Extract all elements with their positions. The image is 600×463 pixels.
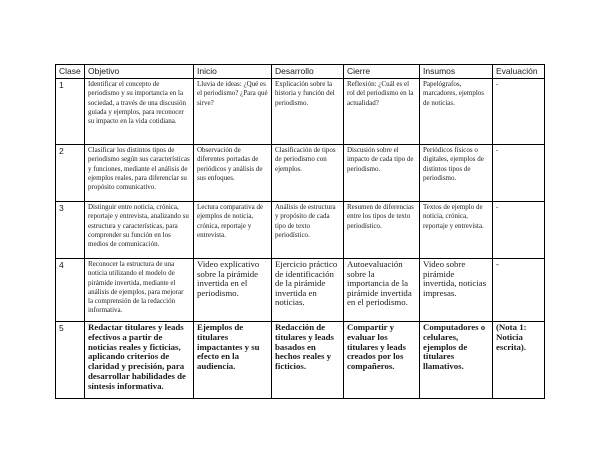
header-cierre: Cierre (344, 65, 420, 79)
table-row (56, 322, 545, 399)
header-desarrollo: Desarrollo (272, 65, 344, 79)
table-row (56, 259, 545, 322)
cell-objetivo: Clasificar los distintos tipos de periodismo según sus características y funciones, mediante el análisis de ejemplos reales, para diferenciar su propósito comunicativo. (85, 145, 194, 202)
cell-desarrollo: Redacción de titulares y leads basados en hechos reales y ficticios. (272, 322, 344, 399)
cell-evaluacion: - (493, 202, 545, 259)
cell-desarrollo: Ejercicio práctico de identificación de la pirámide invertida en noticias. (272, 259, 344, 322)
cell-insumos: Video sobre pirámide invertida, noticias impresas. (420, 259, 493, 322)
cell-cierre: Discusión sobre el impacto de cada tipo de periodismo. (344, 145, 420, 202)
cell-clase: 4 (56, 259, 85, 322)
header-inicio: Inicio (194, 65, 272, 79)
cell-inicio: Video explicativo sobre la pirámide invertida en el periodismo. (194, 259, 272, 322)
cell-evaluacion: - (493, 259, 545, 322)
cell-insumos: Computadores o celulares, ejemplos de titulares llamativos. (420, 322, 493, 399)
cell-evaluacion: - (493, 145, 545, 202)
header-objetivo: Objetivo (85, 65, 194, 79)
cell-inicio: Lectura comparativa de ejemplos de noticia, crónica, reportaje y entrevista. (194, 202, 272, 259)
cell-objetivo: Redactar titulares y leads efectivos a partir de noticias reales y ficticias, aplicando criterios de claridad y precisión, para desarrollar habilidades de síntesis informativa. (85, 322, 194, 399)
table-row (56, 145, 545, 202)
cell-clase: 2 (56, 145, 85, 202)
cell-evaluacion: - (493, 79, 545, 145)
cell-inicio: Lluvia de ideas: ¿Qué es el periodismo? ¿Para qué sirve? (194, 79, 272, 145)
cell-insumos: Textos de ejemplo de noticia, crónica, reportaje y entrevista. (420, 202, 493, 259)
cell-desarrollo: Análisis de estructura y propósito de cada tipo de texto periodístico. (272, 202, 344, 259)
cell-inicio: Ejemplos de titulares impactantes y su efecto en la audiencia. (194, 322, 272, 399)
header-evaluacion: Evaluación (493, 65, 545, 79)
cell-objetivo: Distinguir entre noticia, crónica, reportaje y entrevista, analizando su estructura y características, para comprender su función en los medios de comunicación. (85, 202, 194, 259)
table-row (56, 79, 545, 145)
cell-clase: 3 (56, 202, 85, 259)
header-insumos: Insumos (420, 65, 493, 79)
cell-cierre: Reflexión: ¿Cuál es el rol del periodismo en la actualidad? (344, 79, 420, 145)
cell-cierre: Autoevaluación sobre la importancia de la pirámide invertida en el periodismo. (344, 259, 420, 322)
cell-inicio: Observación de diferentes portadas de periódicos y análisis de sus enfoques. (194, 145, 272, 202)
cell-desarrollo: Clasificación de tipos de periodismo con ejemplos. (272, 145, 344, 202)
cell-evaluacion: (Nota 1: Noticia escrita). (493, 322, 545, 399)
table-header-row (56, 65, 545, 79)
table-row (56, 202, 545, 259)
cell-desarrollo: Explicación sobre la historia y función del periodismo. (272, 79, 344, 145)
cell-objetivo: Identificar el concepto de periodismo y su importancia en la sociedad, a través de una discusión guiada y ejemplos, para reconocer su impacto en la vida cotidiana. (85, 79, 194, 145)
lesson-plan-table (55, 64, 545, 399)
cell-insumos: Periódicos físicos o digitales, ejemplos de distintos tipos de periodismo. (420, 145, 493, 202)
cell-clase: 1 (56, 79, 85, 145)
cell-objetivo: Reconocer la estructura de una noticia utilizando el modelo de pirámide invertida, mediante el análisis de ejemplos, para mejorar la comprensión de la redacción informativa. (85, 259, 194, 322)
cell-clase: 5 (56, 322, 85, 399)
header-clase: Clase (56, 65, 85, 79)
cell-insumos: Papelógrafos, marcadores, ejemplos de noticias. (420, 79, 493, 145)
cell-cierre: Resumen de diferencias entre los tipos de texto periodístico. (344, 202, 420, 259)
cell-cierre: Compartir y evaluar los titulares y leads creados por los compañeros. (344, 322, 420, 399)
